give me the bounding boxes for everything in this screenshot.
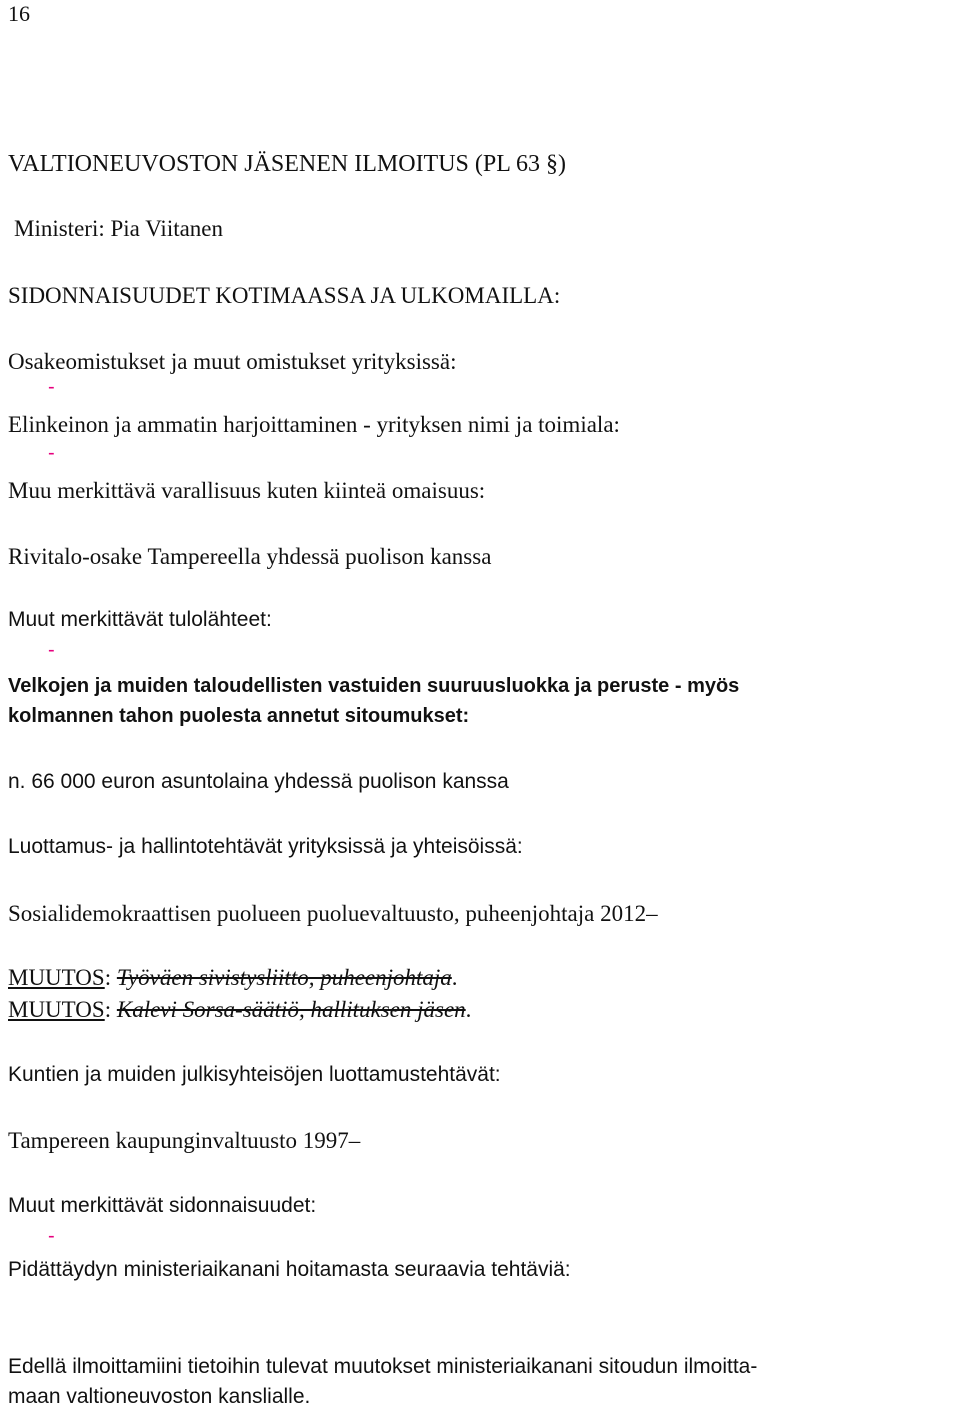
- change-text: Kalevi Sorsa-säätiö, hallituksen jäsen: [116, 997, 466, 1022]
- debts-heading-line1: Velkojen ja muiden taloudellisten vastuiden suuruusluokka ja peruste - myös: [8, 675, 740, 697]
- change-item: MUUTOS: Kalevi Sorsa-säätiö, hallituksen jäsen.: [8, 997, 472, 1022]
- other-heading: Muut merkittävät sidonnaisuudet:: [8, 1194, 317, 1217]
- business-value: -: [48, 442, 55, 464]
- trust-heading: Luottamus- ja hallintotehtävät yrityksissä ja yhteisöissä:: [8, 835, 523, 858]
- change-item: MUUTOS: Työväen sivistysliitto, puheenjohtaja.: [8, 965, 458, 990]
- debts-value: n. 66 000 euron asuntolaina yhdessä puolison kanssa: [8, 770, 509, 793]
- assets-heading: Muu merkittävä varallisuus kuten kiinteä omaisuus:: [8, 478, 486, 503]
- assets-value: Rivitalo-osake Tampereella yhdessä puolison kanssa: [8, 544, 492, 569]
- closing-line2: maan valtioneuvoston kanslialle.: [8, 1385, 311, 1408]
- other-value: -: [48, 1225, 55, 1247]
- municipal-value: Tampereen kaupunginvaltuusto 1997–: [8, 1128, 361, 1153]
- trust-value: Sosialidemokraattisen puolueen puoluevaltuusto, puheenjohtaja 2012–: [8, 901, 658, 926]
- change-text: Työväen sivistysliitto, puheenjohtaja: [116, 965, 452, 990]
- business-heading: Elinkeinon ja ammatin harjoittaminen - yrityksen nimi ja toimiala:: [8, 412, 620, 437]
- income-value: -: [48, 639, 55, 661]
- income-heading: Muut merkittävät tulolähteet:: [8, 608, 272, 631]
- shareholdings-heading: Osakeomistukset ja muut omistukset yrityksissä:: [8, 349, 457, 374]
- shareholdings-value: -: [48, 376, 55, 398]
- change-label: MUUTOS: [8, 965, 105, 990]
- minister-name: Ministeri: Pia Viitanen: [14, 216, 224, 241]
- document-title: VALTIONEUVOSTON JÄSENEN ILMOITUS (PL 63 §): [8, 151, 566, 177]
- debts-heading-line2: kolmannen tahon puolesta annetut sitoumukset:: [8, 705, 470, 727]
- change-label: MUUTOS: [8, 997, 105, 1022]
- closing-line1: Edellä ilmoittamiini tietoihin tulevat muutokset ministeriaikanani sitoudun ilmoitta-: [8, 1355, 758, 1378]
- section-heading: SIDONNAISUUDET KOTIMAASSA JA ULKOMAILLA:: [8, 283, 561, 308]
- refrain-heading: Pidättäydyn ministeriaikanani hoitamasta seuraavia tehtäviä:: [8, 1258, 571, 1281]
- page-number: 16: [8, 1, 30, 26]
- municipal-heading: Kuntien ja muiden julkisyhteisöjen luottamustehtävät:: [8, 1063, 501, 1086]
